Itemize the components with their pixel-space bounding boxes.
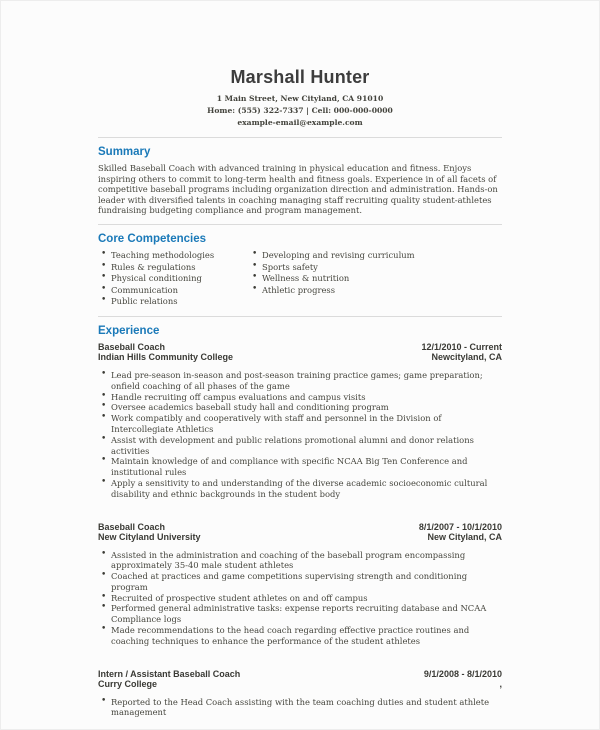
job-title: Baseball Coach xyxy=(98,521,166,532)
job-bullet: • Maintain knowledge of and compliance with specific NCAA Big Ten Conference and institutional rules xyxy=(101,456,502,478)
job-bullet: • Apply a sensitivity to and understanding of the diverse academic socioeconomic cultural disability and ethnic backgrounds in the student body xyxy=(101,478,502,500)
summary-heading: Summary xyxy=(98,146,151,158)
job-organization: Indian Hills Community College xyxy=(98,352,234,363)
job-bullet: • Coached at practices and game competitions supervising strength and conditioning program xyxy=(101,571,502,593)
job-bullet: • Lead pre-season in-season and post-season training practice games; game preparation; onfield coaching of all phases of the game xyxy=(101,370,502,392)
competency-item: • Rules & regulations xyxy=(101,262,249,274)
experience-section xyxy=(98,325,502,718)
resume-header xyxy=(98,1,502,129)
job-bullet: • Assisted in the administration and coaching of the baseball program encompassing approximately 35-40 male student athletes xyxy=(101,550,502,572)
competencies-list-right xyxy=(249,250,502,308)
contact-address: 1 Main Street, New Cityland, CA 91010 xyxy=(216,94,384,103)
job-header xyxy=(98,522,502,543)
job-dates: 12/1/2010 - Current xyxy=(421,341,502,352)
contact-phones: Home: (555) 322-7337 | Cell: 000-000-0000 xyxy=(207,106,393,115)
job-location: New Cityland, CA xyxy=(427,532,502,542)
competency-item: • Teaching methodologies xyxy=(101,250,249,262)
competency-item: • Communication xyxy=(101,285,249,297)
job-bullets xyxy=(98,550,502,647)
job-entry xyxy=(98,342,502,500)
job-header-right xyxy=(421,342,502,363)
competency-item: • Athletic progress xyxy=(252,285,502,297)
job-header-left xyxy=(98,669,240,690)
candidate-name: Marshall Hunter xyxy=(230,67,370,87)
section-divider xyxy=(98,137,502,138)
job-header xyxy=(98,669,502,690)
job-bullet: • Assist with development and public relations promotional alumni and donor relations activities xyxy=(101,435,502,457)
job-location: Newcityland, CA xyxy=(431,352,502,363)
job-bullet: • Reported to the Head Coach assisting with the team coaching duties and student athlete management xyxy=(101,697,502,719)
job-organization: New Cityland University xyxy=(98,532,201,542)
competency-item: • Physical conditioning xyxy=(101,273,249,285)
job-header-left xyxy=(98,522,201,543)
job-entry xyxy=(98,522,502,647)
competencies-list-left xyxy=(98,250,249,308)
job-dates: 9/1/2008 - 8/1/2010 xyxy=(423,668,502,679)
job-bullet: • Performed general administrative tasks: expense reports recruiting database and NCAA Compliance logs xyxy=(101,603,502,625)
job-bullets xyxy=(98,697,502,719)
job-location: , xyxy=(499,679,502,690)
job-bullets xyxy=(98,370,502,500)
job-title: Intern / Assistant Baseball Coach xyxy=(98,668,241,679)
job-header-right xyxy=(419,522,502,543)
summary-section xyxy=(98,146,502,216)
job-organization: Curry College xyxy=(98,679,158,690)
job-dates: 8/1/2007 - 10/1/2010 xyxy=(418,521,502,532)
job-header xyxy=(98,342,502,363)
job-header-right xyxy=(424,669,502,690)
job-bullet: • Recruited of prospective student athletes on and off campus xyxy=(101,593,502,604)
job-entry xyxy=(98,669,502,719)
job-bullet: • Work compatibly and cooperatively with staff and personnel in the Division of Intercollegiate Athletics xyxy=(101,413,502,435)
job-header-left xyxy=(98,342,233,363)
job-title: Baseball Coach xyxy=(98,341,166,352)
core-competencies-section xyxy=(98,233,502,308)
job-bullet: • Made recommendations to the head coach regarding effective practice routines and coaching techniques to enhance the performance of the student athletes xyxy=(101,625,502,647)
competency-item: • Wellness & nutrition xyxy=(252,273,502,285)
section-divider xyxy=(98,224,502,225)
resume-content xyxy=(1,1,599,718)
competency-item: • Developing and revising curriculum xyxy=(252,250,502,262)
job-bullet: • Handle recruiting off campus evaluations and campus visits xyxy=(101,392,502,403)
job-bullet: • Oversee academics baseball study hall and conditioning program xyxy=(101,402,502,413)
contact-email: example-email@example.com xyxy=(237,118,363,127)
core-competencies-heading: Core Competencies xyxy=(98,232,207,245)
competency-item: • Public relations xyxy=(101,296,249,308)
competencies-columns xyxy=(98,250,502,308)
experience-heading: Experience xyxy=(98,324,160,337)
summary-text: Skilled Baseball Coach with advanced training in physical education and fitness. Enjoys inspiring others to commit to long-term health and fitness goals. Experience in of all facets of competitive baseball programs including organization direction and administration. Hands-on leader with diversified talents in coaching managing staff recruiting quality student-athletes fundraising budgeting compliance and program management. xyxy=(98,163,498,216)
section-divider xyxy=(98,316,502,317)
competency-item: • Sports safety xyxy=(252,262,502,274)
